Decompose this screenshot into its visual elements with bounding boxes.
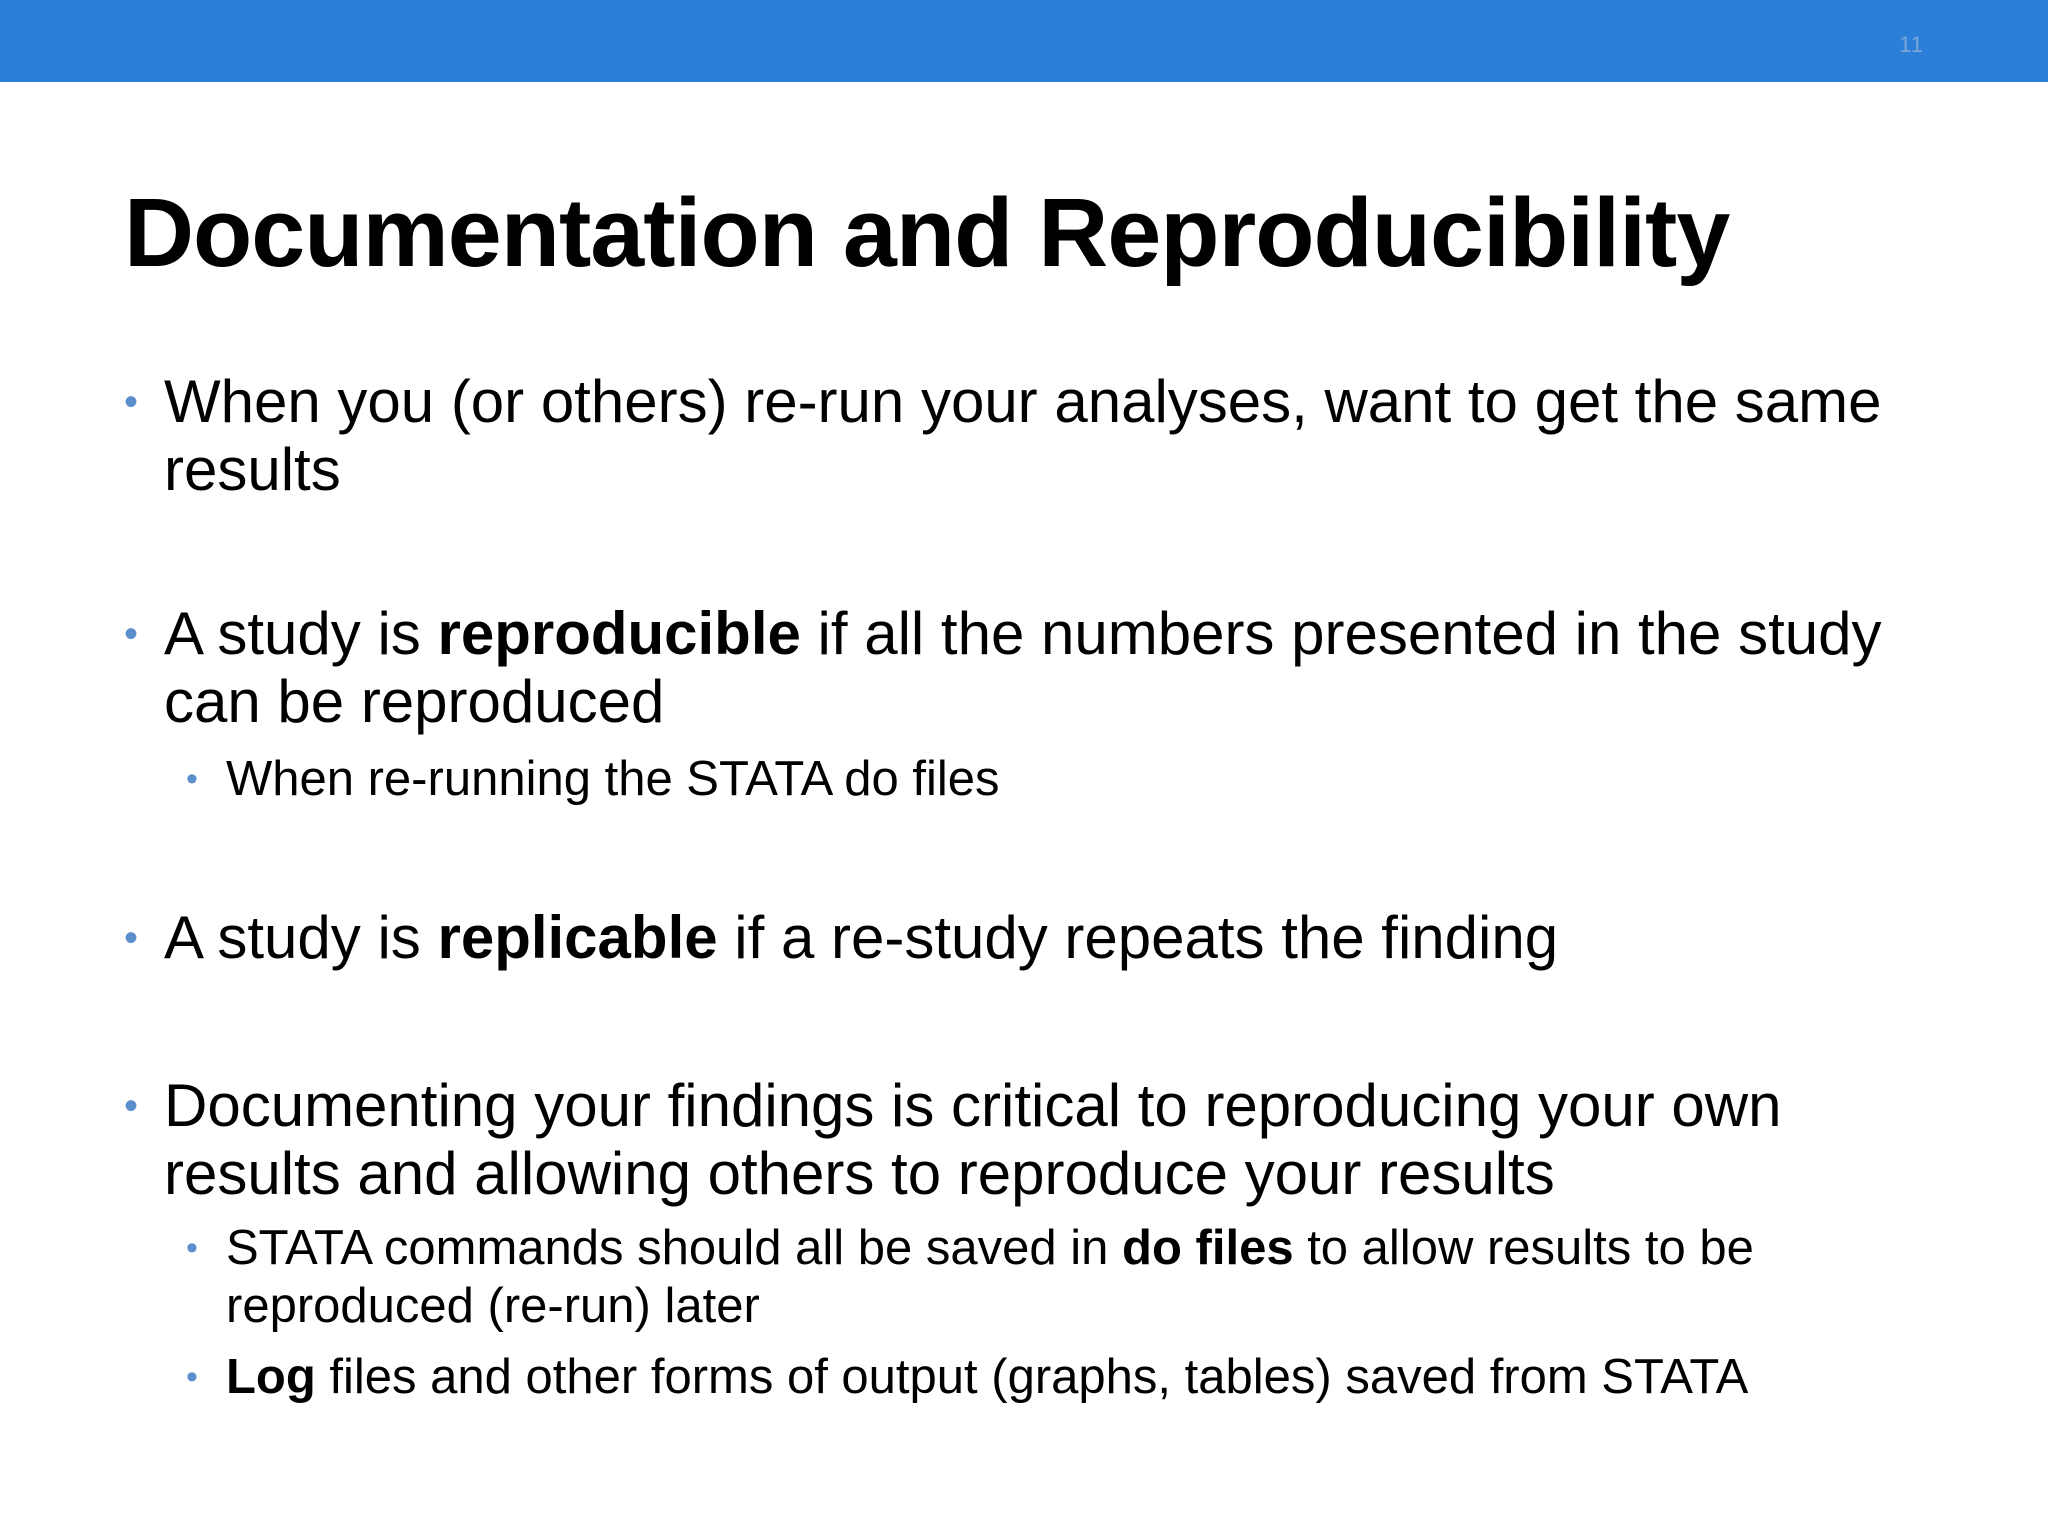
bullet-item-rerun [124, 368, 1924, 504]
bold-term-log: Log [226, 1350, 316, 1404]
bullet-dot-icon: • [124, 1084, 139, 1128]
bold-term-replicable: replicable [437, 904, 718, 971]
sub-bullet-item-stata-commands [186, 1219, 1946, 1335]
bullet-text: When you (or others) re-run your analyses, want to get the same results [164, 368, 1882, 503]
sub-bullet-item-log-files [186, 1348, 1946, 1406]
bullet-text: When re-running the STATA do files [226, 752, 1000, 806]
text-segment: A study is [164, 600, 438, 667]
bullet-dot-icon: • [186, 1358, 198, 1396]
text-segment: A study is [164, 904, 438, 971]
text-segment: to allow results to be reproduced (re-run) later [226, 1221, 1754, 1333]
bullet-text: Documenting your findings is critical to reproducing your own results and allowing others to reproduce your results [164, 1072, 1782, 1207]
slide-number: 11 [1899, 32, 1924, 57]
bullet-text [164, 904, 1924, 972]
bullet-dot-icon: • [124, 916, 139, 960]
slide-title: Documentation and Reproducibility [124, 178, 1730, 287]
bold-term-do-files: do files [1122, 1221, 1294, 1275]
bullet-dot-icon: • [186, 1229, 198, 1267]
bullet-text [226, 1348, 1946, 1406]
bullet-dot-icon: • [124, 380, 139, 424]
text-segment: if a re-study repeats the finding [717, 904, 1559, 971]
bullet-item-documenting [124, 1072, 1924, 1208]
bullet-dot-icon: • [124, 612, 139, 656]
bullet-item-replicable [124, 904, 1924, 972]
text-segment: if all the numbers presented in the study can be reproduced [164, 600, 1882, 735]
sub-bullet-item-do-files [186, 750, 1946, 808]
bullet-dot-icon: • [186, 760, 198, 798]
slide-header-bar [0, 0, 2048, 82]
bullet-item-reproducible [124, 600, 1924, 736]
text-segment: STATA commands should all be saved in [226, 1221, 1123, 1275]
bullet-text [164, 600, 1924, 736]
text-segment: files and other forms of output (graphs, tables) saved from STATA [315, 1350, 1749, 1404]
bold-term-reproducible: reproducible [437, 600, 801, 667]
bullet-text [226, 1219, 1946, 1335]
